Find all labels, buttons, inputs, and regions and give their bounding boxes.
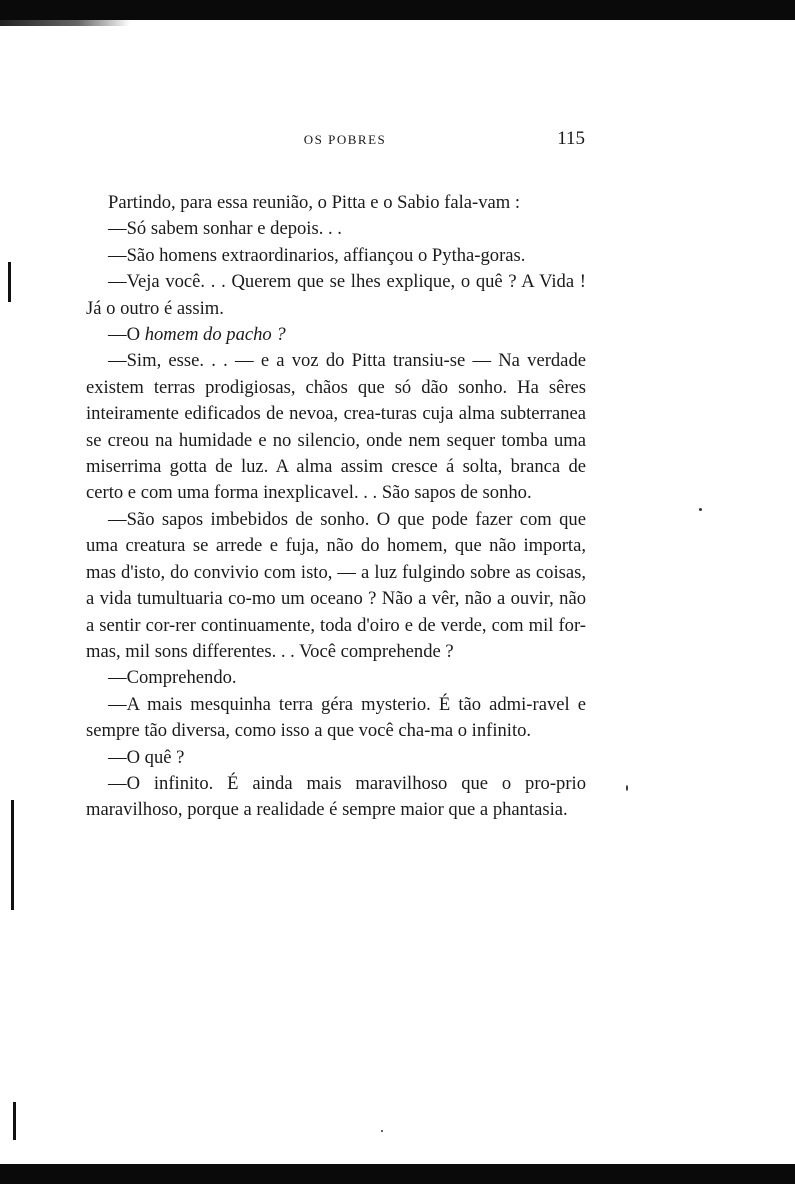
- scan-top-edge-shadow: [0, 20, 130, 26]
- running-title: OS POBRES: [303, 132, 387, 147]
- paragraph: —O infinito. É ainda mais maravilhoso que o pro-prio maravilhoso, porque a realidade é sempre maior que a phantasia.: [86, 772, 586, 821]
- paragraph: —Sim, esse. . . — e a voz do Pitta transiu-se — Na verdade existem terras prodigiosas, chãos que só dão sonho. Ha sêres inteiramente edificados de nevoa, crea-turas cuja alma subterranea se creou na humidade e no silencio, onde nem sequer tomba uma miserrima gotta de luz. A alma assim cresce á solta, branca de certo e com uma forma inexplicavel. . . São sapos de sonho.: [86, 350, 586, 504]
- page-number: 115: [557, 128, 585, 149]
- left-margin-mark: [8, 262, 11, 302]
- left-margin-mark: [11, 800, 14, 910]
- paragraph: —A mais mesquinha terra géra mysterio. É tão admi-ravel e sempre tão diversa, como isso a que você cha-ma o infinito.: [86, 693, 586, 742]
- scan-speck: [699, 508, 702, 511]
- scan-top-edge: [0, 0, 795, 20]
- running-head: [105, 128, 585, 152]
- paragraph: —Comprehendo.: [108, 667, 237, 689]
- paragraph: —O quê ?: [108, 746, 185, 768]
- paragraph: —São sapos imbebidos de sonho. O que pode fazer com que uma creatura se arrede e fuja, não do homem, que não importa, mas d'isto, do convivio com isto, — a luz fulgindo sobre as coisas, a vida tumultuaria co-mo um oceano ? Não a vêr, não a ouvir, não a sentir cor-rer continuamente, toda d'oiro e de verde, com mil for-mas, mil sons differentes. . . Você comprehende ?: [86, 508, 586, 662]
- scan-bottom-edge: [0, 1164, 795, 1184]
- left-margin-mark: [13, 1102, 16, 1140]
- body-text: [86, 190, 586, 824]
- paragraph: Partindo, para essa reunião, o Pitta e o Sabio fala-vam :: [108, 192, 521, 213]
- italic-phrase: homem do pacho ?: [144, 324, 286, 346]
- paragraph: —São homens extraordinarios, affiançou o Pytha-goras.: [108, 244, 526, 266]
- dash-lead: —O: [108, 324, 141, 346]
- paragraph: —Só sabem sonhar e depois. . .: [108, 218, 342, 240]
- scan-speck: [381, 1130, 383, 1132]
- paragraph-italic-question: [86, 322, 586, 348]
- scan-speck: [626, 785, 628, 791]
- paragraph: —Veja você. . . Querem que se lhes explique, o quê ? A Vida ! Já o outro é assim.: [86, 271, 586, 319]
